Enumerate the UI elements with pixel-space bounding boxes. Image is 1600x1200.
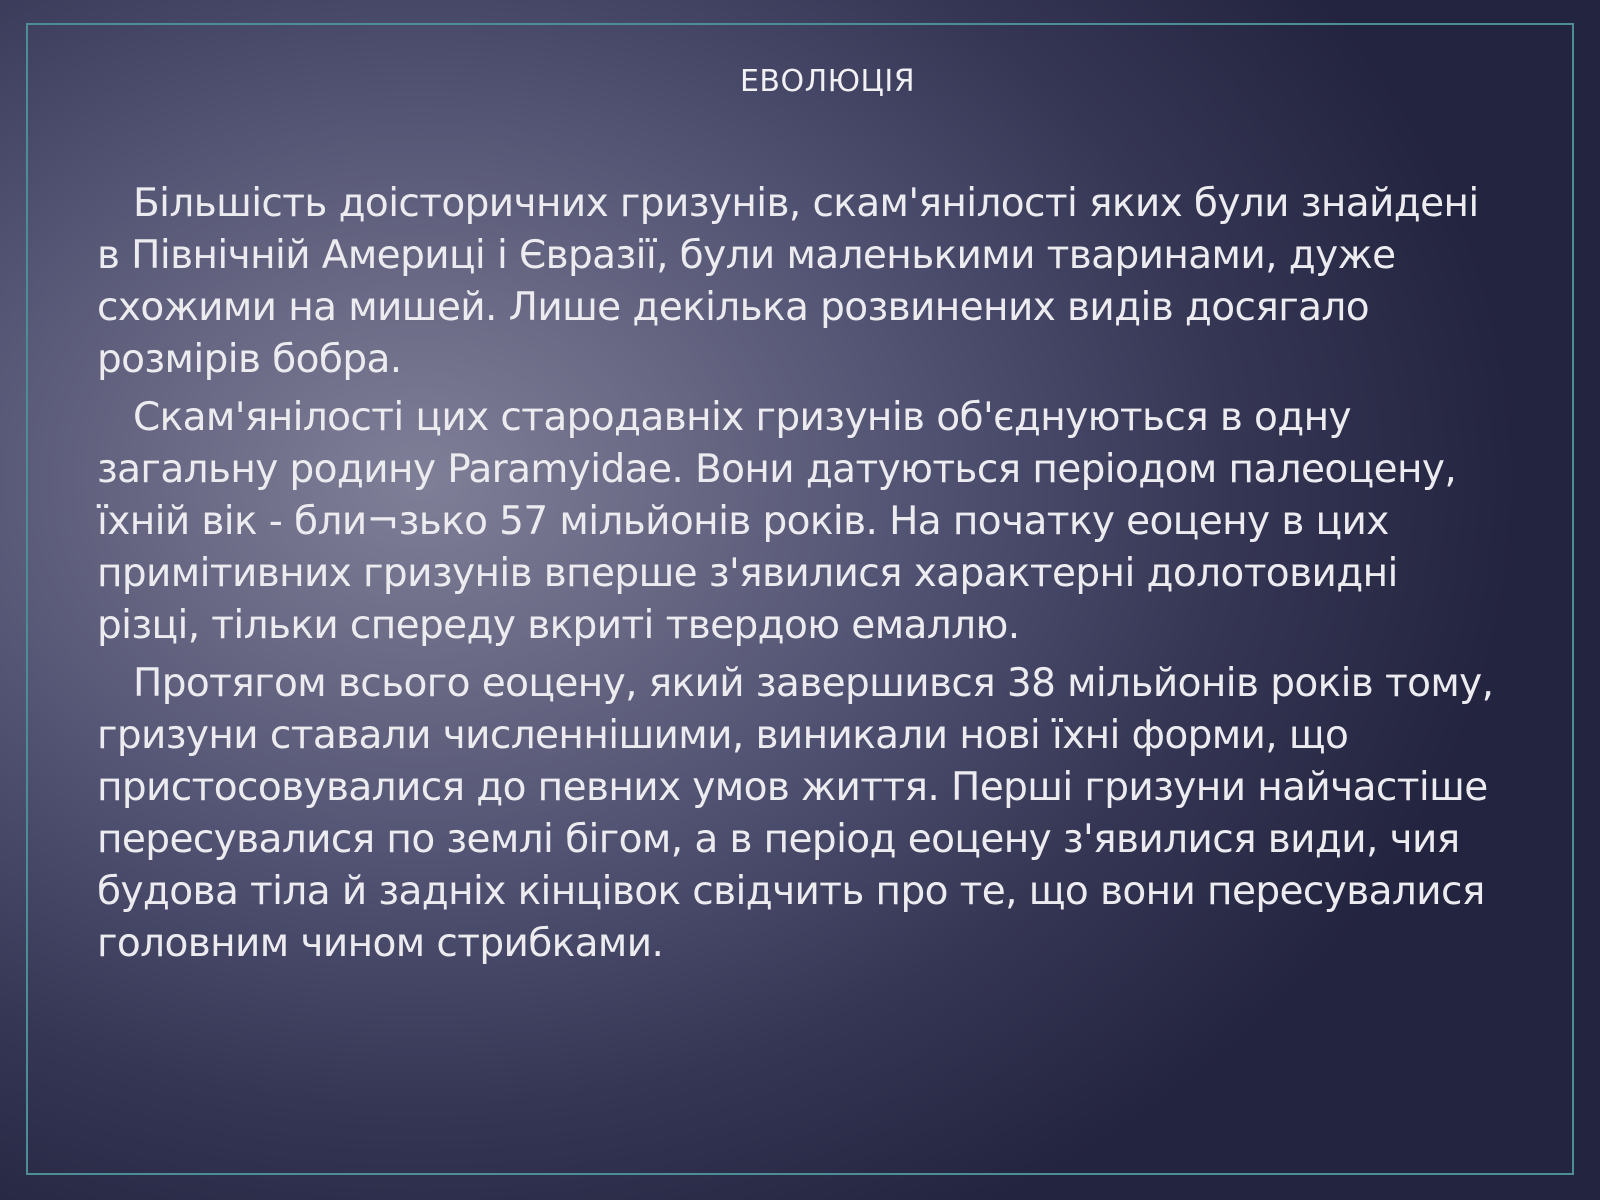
- paragraph-2: Скам'янілості цих стародавніх гризунів об'єднуються в одну загальну родину Paramyidae. Вони датуються періодом палеоцену, їхній вік - бли¬зько 57 мільйонів років. На початку еоцену в цих примітивних гризунів вперше з'явилися характерні долотовидні різці, тільки спереду вкриті твердою емаллю.: [97, 395, 1457, 648]
- slide-body: [97, 178, 1507, 976]
- paragraph-1: Більшість доісторичних гризунів, скам'янілості яких були знайдені в Північній Америці і Євразії, були маленькими тваринами, дуже схожими на мишей. Лише декілька розвинених видів досягало розмірів бобра.: [97, 181, 1479, 382]
- paragraph-3: Протягом всього еоцену, який завершився 38 мільйонів років тому, гризуни ставали численнішими, виникали нові їхні форми, що пристосовувалися до певних умов життя. Перші гризуни найчастіше пересувалися по землі бігом, а в період еоцену з'явилися види, чия будова тіла й задніх кінцівок свідчить про те, що вони пересувалися головним чином стрибками.: [97, 661, 1494, 966]
- slide-title: ЕВОЛЮЦІЯ: [739, 64, 916, 99]
